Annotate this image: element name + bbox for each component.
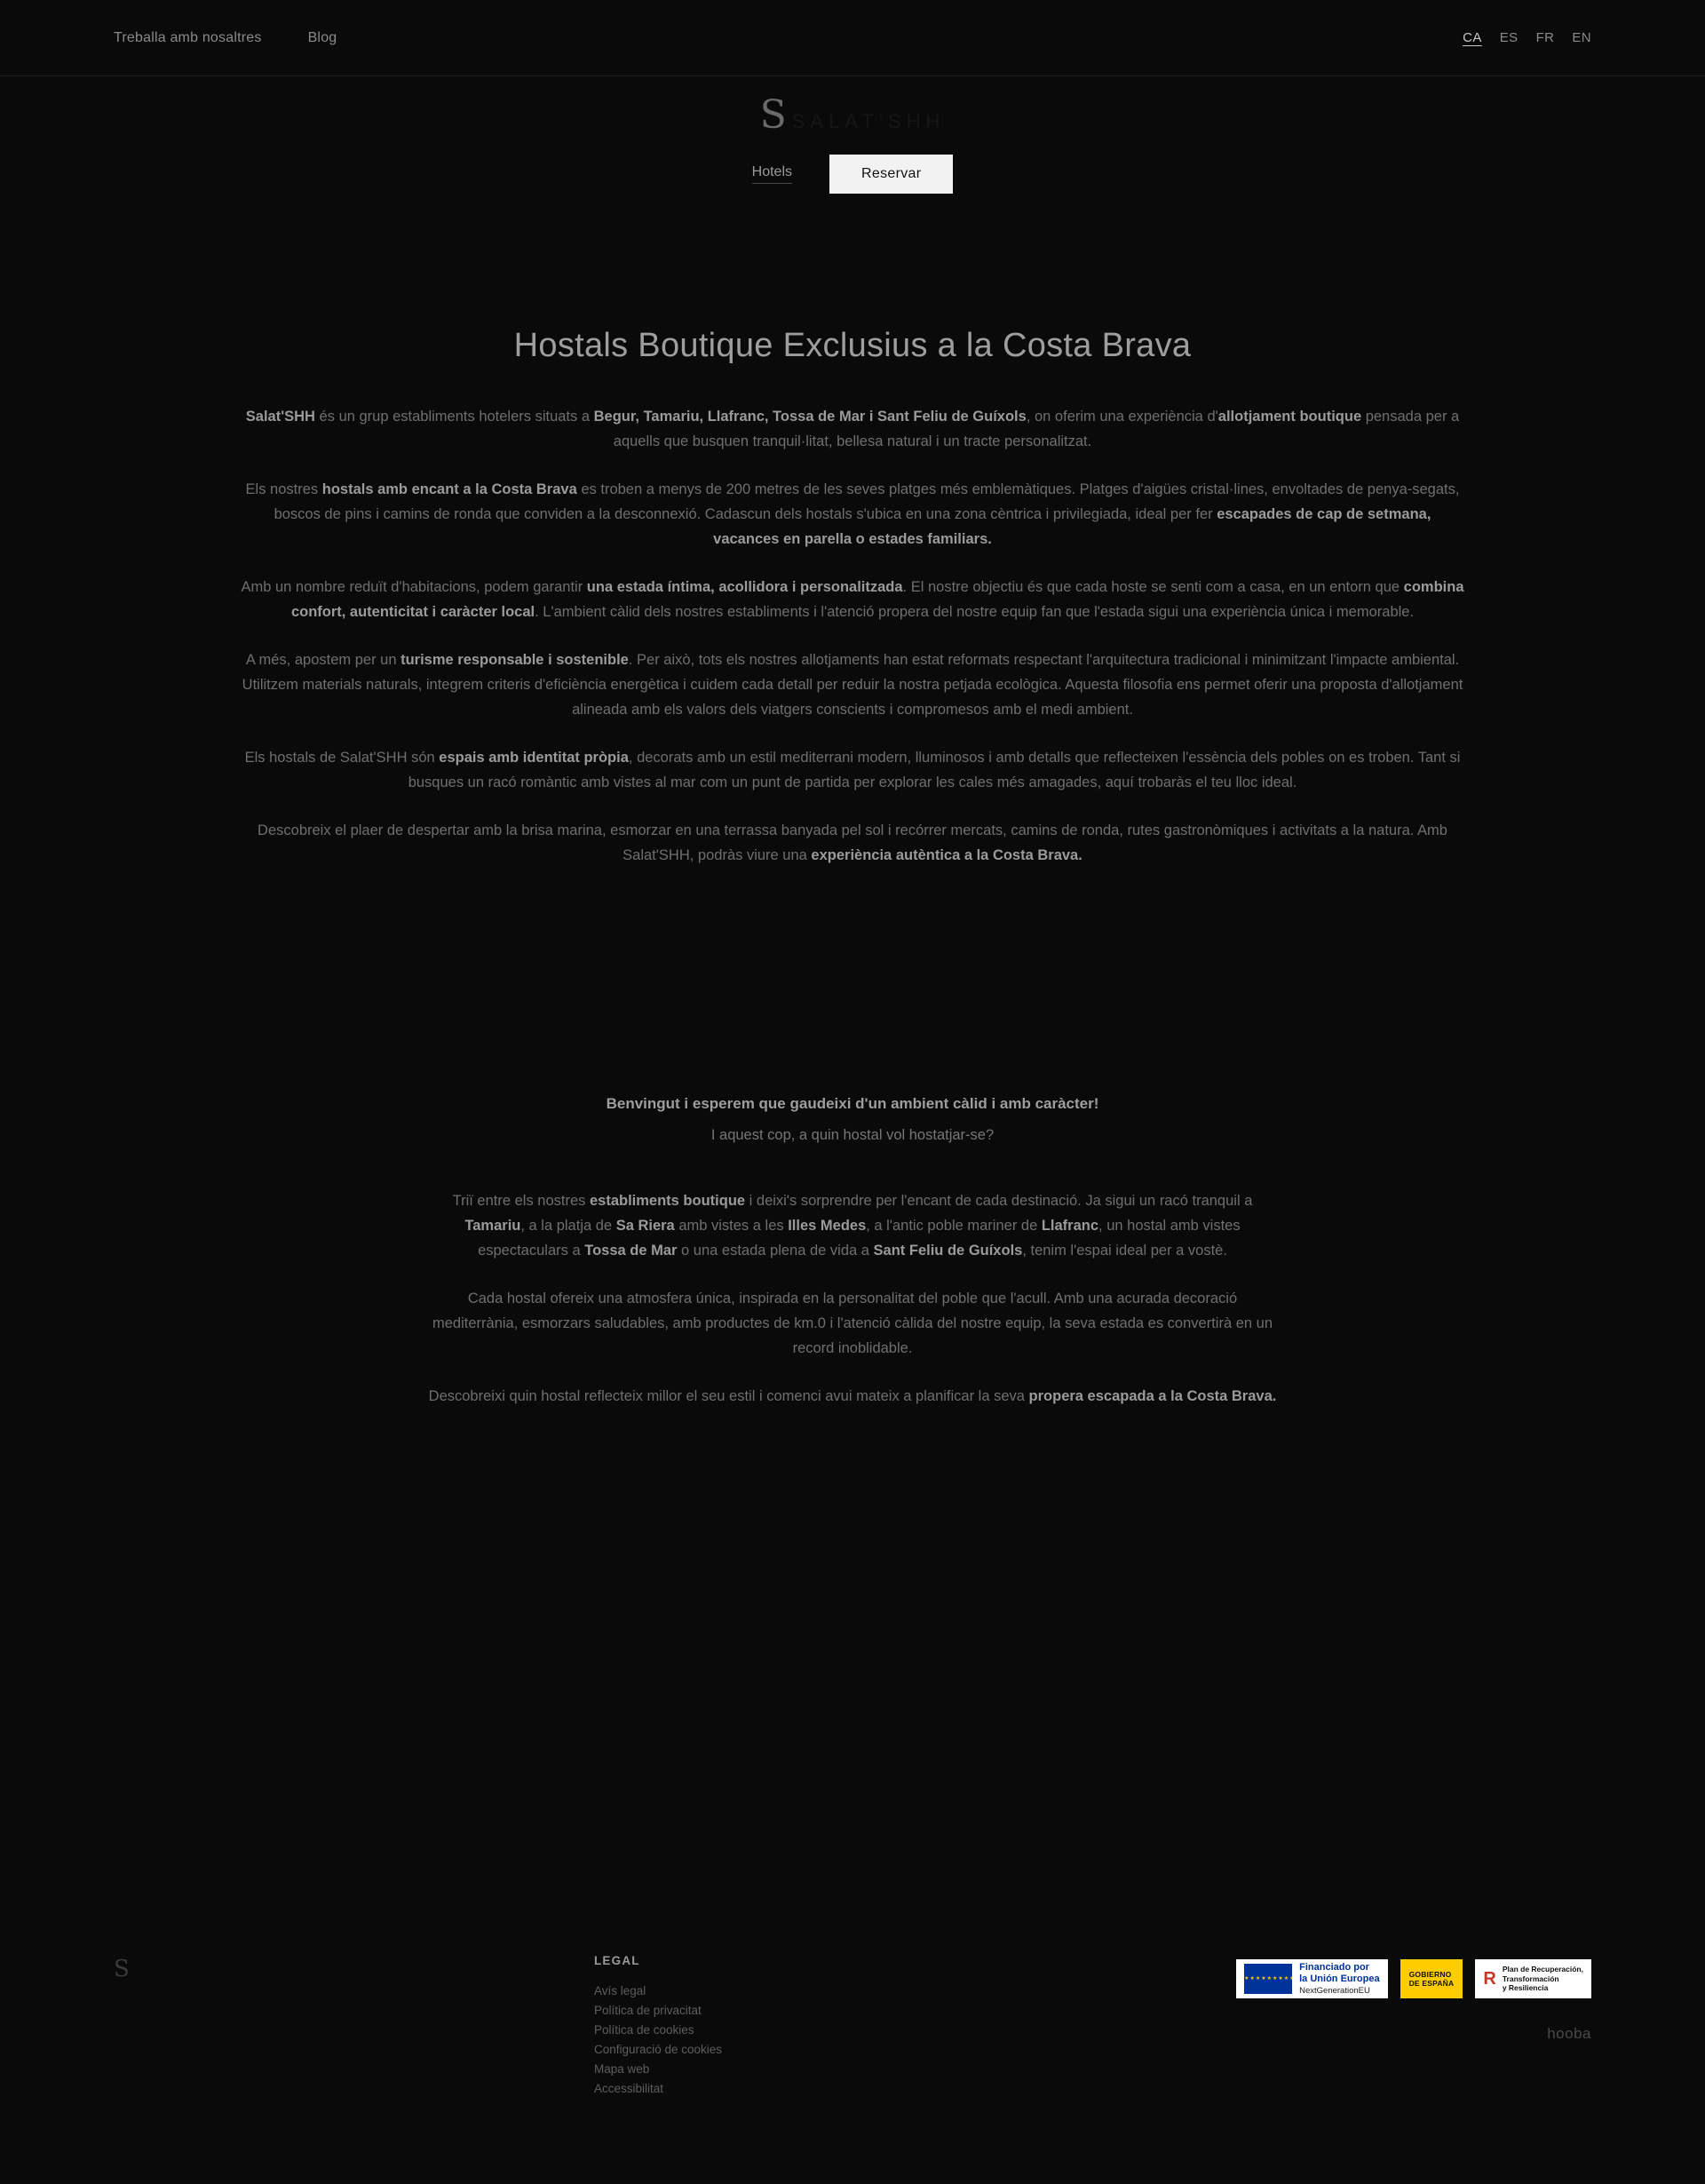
secondary-paragraph xyxy=(426,1384,1279,1409)
toplink-blog[interactable]: Blog xyxy=(307,29,337,45)
intro-emphasis: allotjament boutique xyxy=(1217,409,1362,425)
lang-ca[interactable]: CA xyxy=(1463,30,1482,45)
funding-badges xyxy=(1236,1959,1591,1998)
eu-line-3: NextGenerationEU xyxy=(1299,1985,1370,1996)
intro-emphasis: experiència autèntica a la Costa Brava. xyxy=(811,847,1082,863)
site-logo[interactable] xyxy=(759,92,946,146)
language-switcher xyxy=(1463,30,1591,45)
secondary-emphasis: Tossa de Mar xyxy=(584,1243,678,1259)
lang-en[interactable]: EN xyxy=(1572,30,1591,45)
intro-paragraph xyxy=(240,745,1465,795)
reserve-button[interactable]: Reservar xyxy=(829,155,953,194)
eu-badge-text xyxy=(1299,1962,1379,1997)
eu-line-1: Financiado por xyxy=(1299,1961,1369,1973)
footer-legal-title: LEGAL xyxy=(593,1954,640,1967)
intro-emphasis: combina confort, autenticitat i caràcter local xyxy=(290,579,1464,620)
lang-es[interactable]: ES xyxy=(1499,30,1519,45)
secondary-emphasis: establiments boutique xyxy=(589,1193,746,1209)
agency-credit[interactable]: hooba xyxy=(1547,2025,1591,2042)
plan-line-2: Transformación xyxy=(1502,1974,1559,1983)
secondary-paragraph xyxy=(426,1188,1279,1263)
secondary-paragraph xyxy=(426,1286,1279,1361)
plan-badge-text xyxy=(1503,1965,1583,1993)
secondary-emphasis: Sa Riera xyxy=(615,1218,675,1234)
secondary-text: , a la platja de xyxy=(520,1218,616,1234)
secondary-emphasis: Llafranc xyxy=(1041,1218,1099,1234)
intro-text: . L'ambient càlid dels nostres establiments i l'atenció propera del nostre equip fan que l'estada sigui una experiència única i memorable. xyxy=(535,604,1415,620)
secondary-text: amb vistes a les xyxy=(674,1218,789,1234)
top-bar-links xyxy=(114,30,337,46)
secondary-text: Triï entre els nostres xyxy=(452,1193,590,1209)
intro-emphasis: una estada íntima, acollidora i personalitzada xyxy=(586,579,903,595)
intro-copy xyxy=(240,404,1465,891)
intro-text: Els hostals de Salat'SHH són xyxy=(244,750,440,766)
intro-paragraph xyxy=(240,818,1465,868)
secondary-text: , un hostal amb vistes espectaculars a xyxy=(478,1218,1241,1259)
intro-text: Amb un nombre reduït d'habitacions, podem garantir xyxy=(241,579,587,595)
footer-link-config-cookies[interactable]: Configuració de cookies xyxy=(593,2043,723,2056)
logo-mark-icon: S xyxy=(759,92,787,138)
welcome-subtitle: I aquest cop, a quin hostal vol hostatjar-se? xyxy=(710,1127,995,1143)
top-bar xyxy=(0,0,1705,76)
badge-eu-funding xyxy=(1236,1959,1387,1998)
footer xyxy=(0,1954,1705,2099)
main-content xyxy=(0,194,1705,891)
intro-emphasis: escapades de cap de setmana, vacances en parella o estades familiars. xyxy=(713,506,1431,547)
main-nav xyxy=(752,155,954,194)
secondary-text: Cada hostal ofereix una atmosfera única, inspirada en la personalitat del poble que l'acull. Amb una acurada decoració mediterrània, esmorzars saludables, amb productes de km.0 i l'atenció càlida del nostre equip, la seva estada es convertirà en un record inoblidable. xyxy=(432,1291,1273,1356)
intro-text: . El nostre objectiu és que cada hoste se senti com a casa, en un entorn que xyxy=(902,579,1404,595)
badge-plan-recuperacion xyxy=(1475,1959,1591,1998)
intro-text: . Per això, tots els nostres allotjaments han estat reformats respectant l'arquitectura tradicional i minimitzant l'impacte ambiental. Utilitzem materials naturals, integrem criteris d'eficiència energètica i cuidem cada detall per reduir la nostra petjada ecològica. Aquesta filosofia ens permet oferir una proposta d'allotjament alineada amb els valors dels viatgers conscients i compromesos amb el medi ambient. xyxy=(242,652,1463,718)
footer-link-mapa-web[interactable]: Mapa web xyxy=(593,2062,650,2076)
intro-emphasis: hostals amb encant a la Costa Brava xyxy=(321,481,577,497)
intro-text: , decorats amb un estil mediterrani modern, lluminosos i amb detalls que reflecteixen l'essència dels pobles on es troben. Tant si busques un racó romàntic amb vistes al mar com un punt de partida per explorar les cales més amagades, aquí trobaràs el teu lloc ideal. xyxy=(408,750,1461,790)
intro-text: Els nostres xyxy=(245,481,322,497)
plan-line-3: y Resiliencia xyxy=(1502,1983,1549,1993)
nav-item-hotels[interactable]: Hotels xyxy=(752,164,792,184)
welcome-lead: Benvingut i esperem que gaudeixi d'un ambient càlid i amb caràcter! xyxy=(606,1095,1099,1112)
plan-line-1: Plan de Recuperación, xyxy=(1502,1965,1583,1974)
secondary-text: i deixi's sorprendre per l'encant de cada destinació. Ja sigui un racó tranquil a xyxy=(745,1193,1253,1209)
secondary-emphasis: Tamariu xyxy=(464,1218,521,1234)
intro-emphasis: espais amb identitat pròpia xyxy=(439,750,629,766)
secondary-text: , tenim l'espai ideal per a vostè. xyxy=(1022,1243,1227,1259)
intro-text: és un grup establiments hotelers situats a xyxy=(314,409,594,425)
footer-link-cookies[interactable]: Política de cookies xyxy=(593,2023,694,2037)
eu-flag-icon xyxy=(1244,1964,1292,1994)
secondary-emphasis: Sant Feliu de Guíxols xyxy=(873,1243,1023,1259)
intro-paragraph xyxy=(240,404,1465,454)
toplink-jobs[interactable]: Treballa amb nosaltres xyxy=(114,29,262,45)
intro-text: , on oferim una experiència d' xyxy=(1026,409,1218,425)
intro-text: pensada per a aquells que busquen tranquil·litat, bellesa natural i un tracte personalitzat. xyxy=(613,409,1460,449)
footer-logo-icon[interactable]: S xyxy=(114,1956,130,1982)
eu-line-2: la Unión Europea xyxy=(1299,1973,1380,1984)
intro-paragraph xyxy=(240,477,1465,552)
footer-link-privacitat[interactable]: Política de privacitat xyxy=(593,2004,702,2017)
intro-emphasis: Salat'SHH xyxy=(245,409,315,425)
lang-fr[interactable]: FR xyxy=(1535,30,1555,45)
plan-mark-icon: R xyxy=(1483,1968,1495,1989)
badge-gobierno-espana xyxy=(1400,1959,1463,1998)
logo-wordmark: SALAT'SHH xyxy=(791,110,946,132)
secondary-emphasis: propera escapada a la Costa Brava. xyxy=(1028,1388,1277,1404)
secondary-text: , a l'antic poble mariner de xyxy=(866,1218,1042,1234)
secondary-text: Descobreixi quin hostal reflecteix millor el seu estil i comenci avui mateix a planificar la seva xyxy=(428,1388,1029,1404)
secondary-text: o una estada plena de vida a xyxy=(677,1243,874,1259)
gob-badge-text xyxy=(1409,1970,1455,1988)
footer-link-accessibilitat[interactable]: Accessibilitat xyxy=(593,2082,663,2095)
footer-link-avis-legal[interactable]: Avís legal xyxy=(593,1984,646,1997)
secondary-section xyxy=(0,891,1705,1432)
gob-line-1: GOBIERNO xyxy=(1408,1970,1452,1979)
secondary-copy xyxy=(426,1188,1279,1432)
brand-header xyxy=(0,76,1705,194)
secondary-emphasis: Illes Medes xyxy=(788,1218,867,1234)
intro-paragraph xyxy=(240,575,1465,624)
gob-line-2: DE ESPAÑA xyxy=(1408,1979,1455,1988)
intro-paragraph xyxy=(240,647,1465,722)
intro-emphasis: turisme responsable i sostenible xyxy=(400,652,629,668)
footer-legal-column xyxy=(594,1954,878,2099)
intro-text: A més, apostem per un xyxy=(245,652,401,668)
page-title: Hostals Boutique Exclusius a la Costa Brava xyxy=(513,327,1192,364)
intro-text: Descobreix el plaer de despertar amb la brisa marina, esmorzar en una terrassa banyada pel sol i recórrer mercats, camins de ronda, rutes gastronòmiques i activitats a la natura. Amb Salat'SHH, podràs viure una xyxy=(258,822,1447,863)
intro-text: es troben a menys de 200 metres de les seves platges més emblemàtiques. Platges d'aigües cristal·lines, envoltades de penya-segats, boscos de pins i camins de ronda que conviden a la desconnexió. Cadascun dels hostals s'ubica en una zona cèntrica i privilegiada, ideal per fer xyxy=(274,481,1460,522)
intro-emphasis: Begur, Tamariu, Llafranc, Tossa de Mar i Sant Feliu de Guíxols xyxy=(593,409,1027,425)
